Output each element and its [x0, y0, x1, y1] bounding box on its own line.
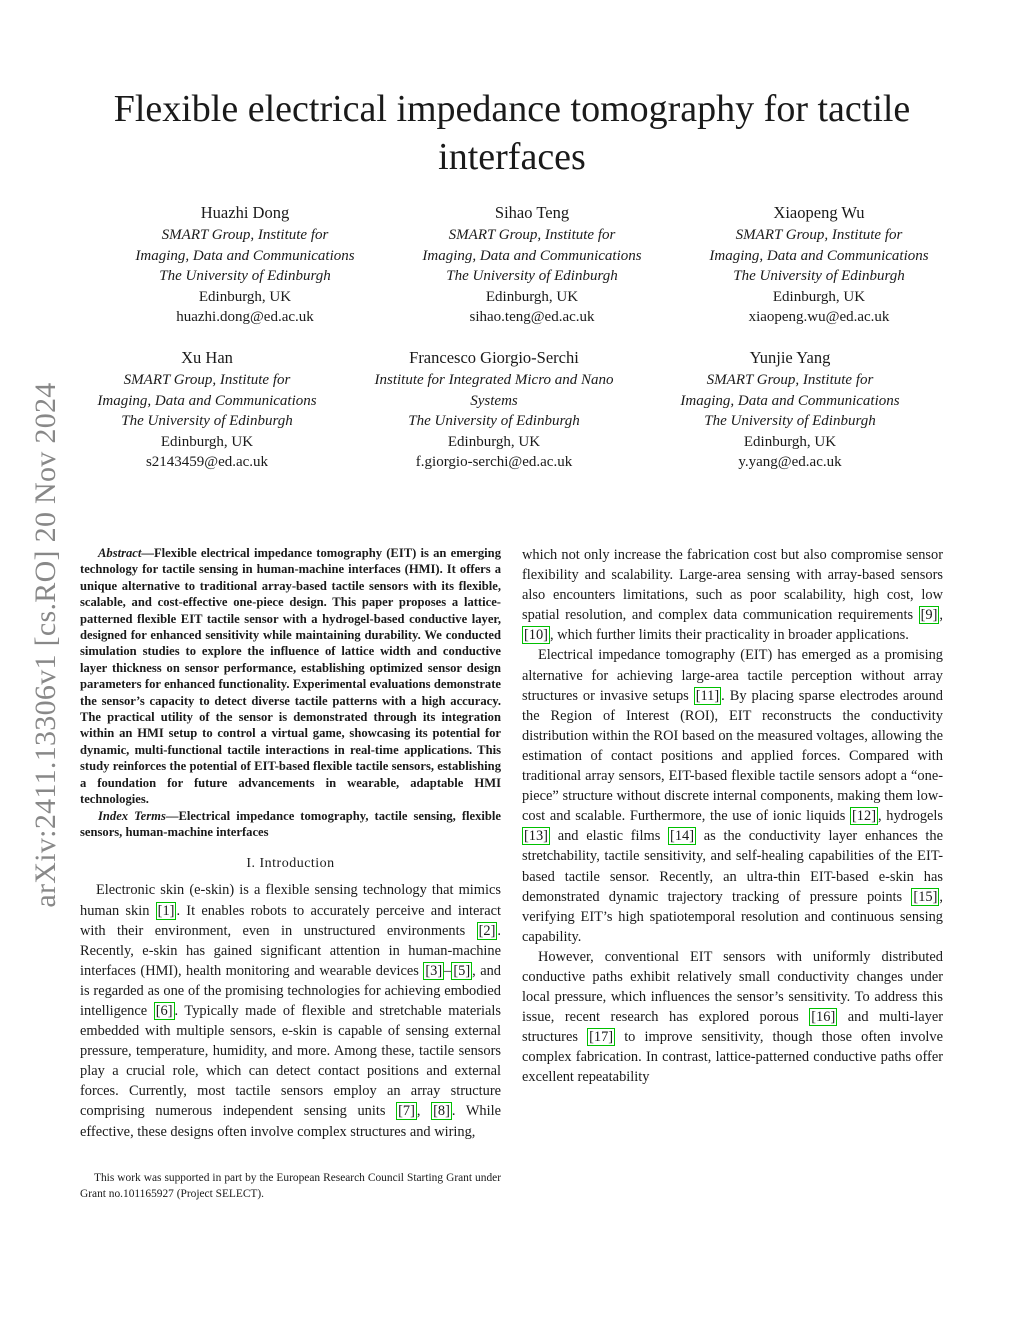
- text-run: , and is regarded as one of the promising technologies for achieving embodied intelligence: [80, 962, 501, 1019]
- author-block: [62, 346, 352, 473]
- author-name: Xiaopeng Wu: [773, 203, 865, 222]
- abstract: [80, 545, 501, 808]
- text-run: However, conventional EIT sensors with uniformly distributed conductive paths exhibit relatively small conductivity changes under local pressure, which influences the sensor’s sensitivity. To address this issue, recent research has explored porous: [522, 948, 943, 1026]
- citation-link[interactable]: [12]: [852, 808, 876, 825]
- text-run: . By placing sparse electrodes around the Region of Interest (ROI), EIT reconstructs the conductivity distribution within the ROI based on the measured voltages, allowing the estimation of contact positions and applied forces. Compared with traditional array sensors, EIT-based flexible tactile sensors adopt a “one-piece” structure without discrete internal components, making them low-cost and scalable. Furthermore, the use of ionic liquids: [522, 687, 943, 825]
- right-column: [522, 545, 943, 1088]
- abstract-text: —Flexible electrical impedance tomography (EIT) is an emerging technology for tactile sensing in human-machine interfaces (HMI). It offers a unique alternative to traditional array-based tactile sensors with its flexible, scalable, and cost-effective one-piece design. This paper proposes a lattice-patterned flexible EIT tactile sensor with a hydrogel-based conductive layer, designed for enhanced sensitivity while maintaining durability. We conducted simulation studies to explore the influence of lattice width and conductive layer thickness on sensor performance, establishing optimized sensor design parameters for enhanced functionality. Experimental evaluations demonstrate the sensor’s capacity to detect diverse tactile patterns with a high accuracy. The practical utility of the sensor is demonstrated through its integration within an HMI setup to control a virtual game, showcasing its potential for dynamic, multi-functional tactile interactions in real-time applications. This study reinforces the potential of EIT-based flexible tactile sensors, establishing a foundation for future advancements in wearable, adaptable HMI technologies.: [80, 546, 501, 807]
- author-location: Edinburgh, UK: [160, 433, 254, 450]
- citation-link[interactable]: [1]: [157, 902, 175, 919]
- arxiv-sidebar-stamp: [26, 340, 66, 950]
- author-university: The University of Edinburgh: [446, 268, 618, 285]
- index-terms-label: Index Terms: [98, 808, 166, 823]
- text-run: as the conductivity layer enhances the stretchability, tactile sensitivity, and self-healing capabilities of the EIT-based tactile sensor. Recently, an ultra-thin EIT-based e-skin has demonstrated dynamic trajectory tracking of pressure points: [522, 828, 943, 905]
- text-run: –: [444, 962, 452, 979]
- author-block: [674, 201, 964, 328]
- text-run: . While effective, these designs often involve complex structures and wiring,: [80, 1103, 501, 1140]
- author-block: [387, 201, 677, 328]
- author-block: [645, 346, 935, 473]
- author-email[interactable]: s2143459@ed.ac.uk: [145, 454, 269, 471]
- author-name: Xu Han: [181, 348, 233, 367]
- author-university: The University of Edinburgh: [121, 413, 293, 430]
- author-location: Edinburgh, UK: [198, 288, 292, 305]
- text-run: ,: [939, 607, 943, 624]
- author-affiliation: Imaging, Data and Communications: [422, 247, 642, 264]
- author-location: Edinburgh, UK: [485, 288, 579, 305]
- citation-link[interactable]: [10]: [524, 627, 548, 644]
- text-run: . It enables robots to accurately perceive and interact with their environment, even in unstructured environments: [80, 902, 501, 939]
- intro-paragraph-1: [80, 880, 501, 1141]
- author-affiliation: SMART Group, Institute for: [161, 227, 329, 243]
- index-terms: [80, 808, 501, 841]
- citation-link[interactable]: [13]: [524, 828, 548, 845]
- citation-link[interactable]: [17]: [589, 1029, 614, 1046]
- author-email[interactable]: sihao.teng@ed.ac.uk: [469, 309, 595, 326]
- arxiv-identifier: arXiv:2411.13306v1 [cs.RO] 20 Nov 2024: [29, 382, 62, 908]
- text-run: to improve sensitivity, though those often involve complex fabrication. In contrast, lattice-patterned conductive paths offer excellent repeatability: [522, 1029, 943, 1086]
- intro-paragraph-1-continued: [522, 545, 943, 645]
- text-run: . Recently, e-skin has gained significant attention in human-machine interfaces (HMI), health monitoring and wearable devices: [80, 922, 501, 979]
- author-university: The University of Edinburgh: [704, 413, 876, 430]
- author-email[interactable]: f.giorgio-serchi@ed.ac.uk: [415, 454, 573, 471]
- text-run: , verifying EIT’s high spatiotemporal resolution and continuous sensing capability.: [522, 888, 943, 945]
- text-run: Electronic skin (e-skin) is a flexible sensing technology that mimics human skin: [80, 882, 501, 919]
- text-run: , hydrogels: [878, 808, 944, 825]
- author-email[interactable]: xiaopeng.wu@ed.ac.uk: [748, 309, 890, 326]
- author-name: Francesco Giorgio-Serchi: [409, 348, 579, 367]
- text-run: which not only increase the fabrication cost but also compromise sensor flexibility and scalability. Large-area sensing with array-based sensors also encounters limitations, such as poor scalability, high cost, low spatial resolution, and complex data communication requirements: [522, 547, 943, 624]
- funding-footnote: This work was supported in part by the European Research Council Starting Grant under Grant no.101165927 (Project SELECT).: [80, 1172, 501, 1200]
- author-affiliation: SMART Group, Institute for: [448, 227, 616, 243]
- citation-link[interactable]: [3]: [425, 962, 443, 979]
- author-affiliation: Imaging, Data and Communications: [680, 392, 900, 409]
- author-name: Yunjie Yang: [749, 348, 831, 367]
- text-run: . Typically made of flexible and stretchable materials embedded with multiple sensors, e-skin is capable of sensing external pressure, temperature, humidity, and more. Among these, tactile sensors play a crucial role, which can detect contact positions and external forces. Currently, most tactile sensors employ an array structure comprising numerous independent sensing units: [80, 1002, 501, 1120]
- author-affiliation: Systems: [470, 392, 518, 409]
- author-affiliation: SMART Group, Institute for: [706, 372, 874, 388]
- author-affiliation: Imaging, Data and Communications: [135, 247, 355, 264]
- text-run: ,: [416, 1103, 432, 1120]
- author-affiliation: Institute for Integrated Micro and Nano: [374, 372, 614, 388]
- author-affiliation: Imaging, Data and Communications: [709, 247, 929, 264]
- author-university: The University of Edinburgh: [733, 268, 905, 285]
- citation-link[interactable]: [16]: [811, 1009, 836, 1026]
- text-run: and elastic films: [549, 828, 669, 845]
- author-affiliation: SMART Group, Institute for: [735, 227, 903, 243]
- paper-title: Flexible electrical impedance tomography for tactile interfaces: [113, 88, 911, 178]
- author-location: Edinburgh, UK: [743, 433, 837, 450]
- citation-link[interactable]: [6]: [155, 1002, 173, 1019]
- section-heading-introduction: I. Introduction: [246, 856, 335, 872]
- author-affiliation: SMART Group, Institute for: [123, 372, 291, 388]
- author-university: The University of Edinburgh: [159, 268, 331, 285]
- author-location: Edinburgh, UK: [447, 433, 541, 450]
- citation-link[interactable]: [14]: [670, 828, 695, 845]
- author-name: Huazhi Dong: [200, 203, 290, 222]
- citation-link[interactable]: [15]: [913, 888, 938, 905]
- text-run: , which further limits their practicality in broader applications.: [549, 627, 909, 644]
- left-column: [80, 545, 501, 1142]
- author-location: Edinburgh, UK: [772, 288, 866, 305]
- intro-paragraph-3: [522, 947, 943, 1088]
- abstract-label: Abstract: [98, 546, 142, 560]
- citation-link[interactable]: [11]: [695, 687, 720, 704]
- text-run: Electrical impedance tomography (EIT) has emerged as a promising alternative for achieving large-area tactile perception without array structures or invasive setups: [522, 647, 943, 704]
- citation-link[interactable]: [5]: [453, 962, 471, 979]
- index-terms-text: —Electrical impedance tomography, tactile sensing, flexible sensors, human-machine interfaces: [80, 808, 501, 839]
- intro-paragraph-2: [522, 645, 943, 946]
- text-run: and multi-layer structures: [522, 1009, 943, 1046]
- author-affiliation: Imaging, Data and Communications: [97, 392, 317, 409]
- author-university: The University of Edinburgh: [408, 413, 580, 430]
- citation-link[interactable]: [8]: [433, 1103, 450, 1120]
- author-email[interactable]: y.yang@ed.ac.uk: [738, 454, 842, 471]
- author-email[interactable]: huazhi.dong@ed.ac.uk: [176, 309, 314, 326]
- citation-link[interactable]: [9]: [920, 607, 938, 624]
- citation-link[interactable]: [7]: [398, 1103, 415, 1120]
- author-block: [349, 346, 639, 473]
- author-block: [100, 201, 390, 328]
- citation-link[interactable]: [2]: [478, 922, 496, 939]
- author-name: Sihao Teng: [494, 203, 570, 222]
